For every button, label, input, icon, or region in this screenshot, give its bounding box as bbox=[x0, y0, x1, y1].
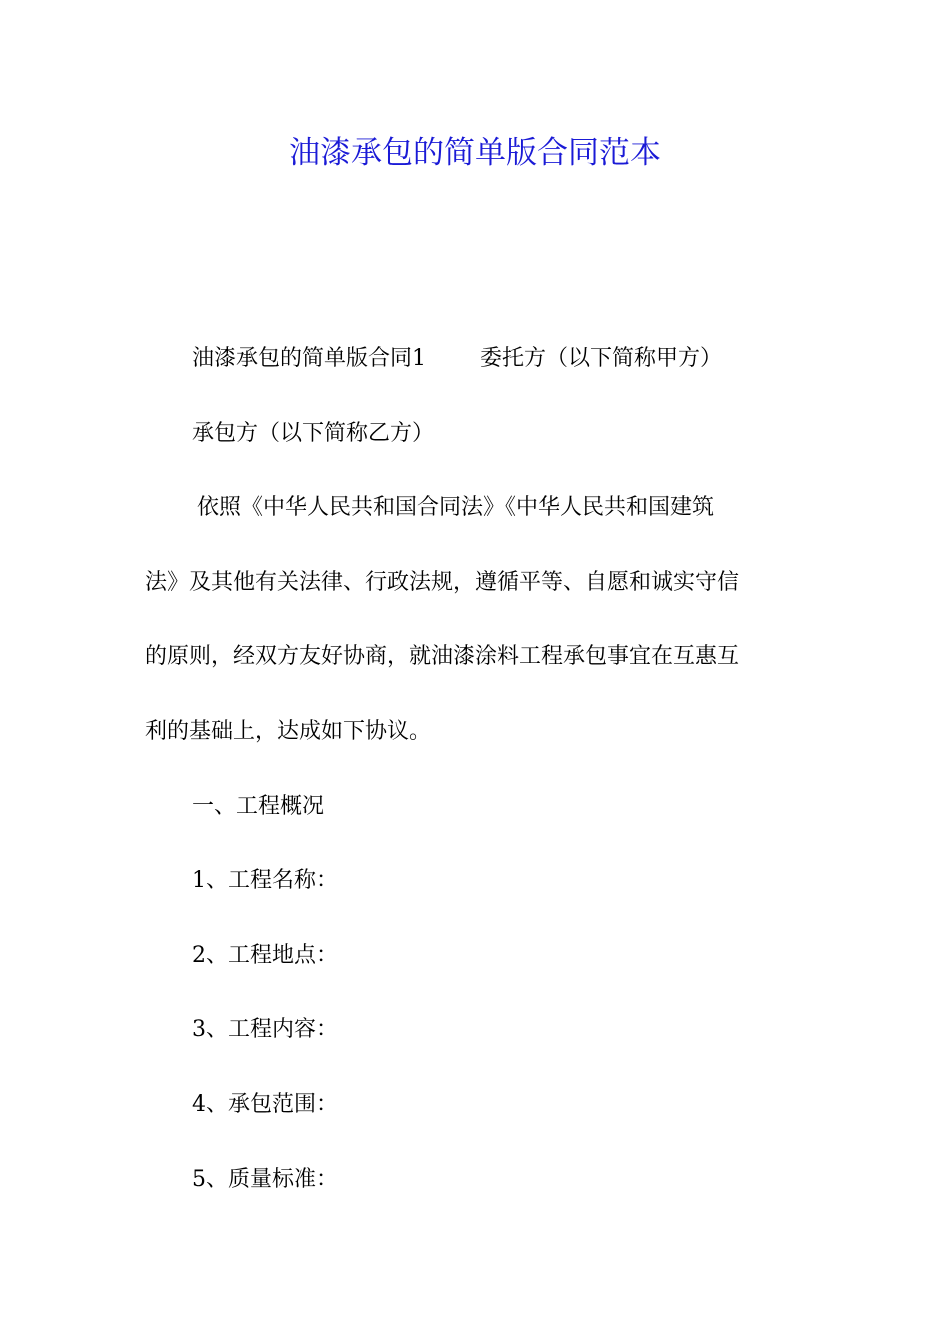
document-body bbox=[145, 334, 810, 1229]
preamble-line-2: 法》及其他有关法律、行政法规，遵循平等、自愿和诚实守信 bbox=[145, 569, 740, 595]
preamble-line-4: 利的基础上，达成如下协议。 bbox=[145, 718, 432, 744]
party-b-label: 承包方（以下简称乙方） bbox=[192, 420, 435, 446]
item-project-location: 2、工程地点： bbox=[192, 942, 338, 968]
contract-heading-line bbox=[145, 334, 810, 409]
party-a-label: 委托方（以下简称甲方） bbox=[480, 346, 723, 371]
preamble-line-3: 的原则，经双方友好协商，就油漆涂料工程承包事宜在互惠互 bbox=[145, 644, 740, 670]
section-heading-project-overview: 一、工程概况 bbox=[192, 793, 325, 819]
preamble-line-1: 依照《中华人民共和国合同法》《中华人民共和国建筑 bbox=[197, 495, 715, 521]
contract-heading: 油漆承包的简单版合同1 bbox=[192, 346, 426, 371]
document-title: 油漆承包的简单版合同范本 bbox=[289, 135, 661, 171]
item-project-name: 1、工程名称： bbox=[192, 868, 338, 894]
item-quality-standard: 5、质量标准： bbox=[192, 1166, 338, 1192]
item-contract-scope: 4、承包范围： bbox=[192, 1091, 338, 1117]
item-project-content: 3、工程内容： bbox=[192, 1017, 338, 1043]
